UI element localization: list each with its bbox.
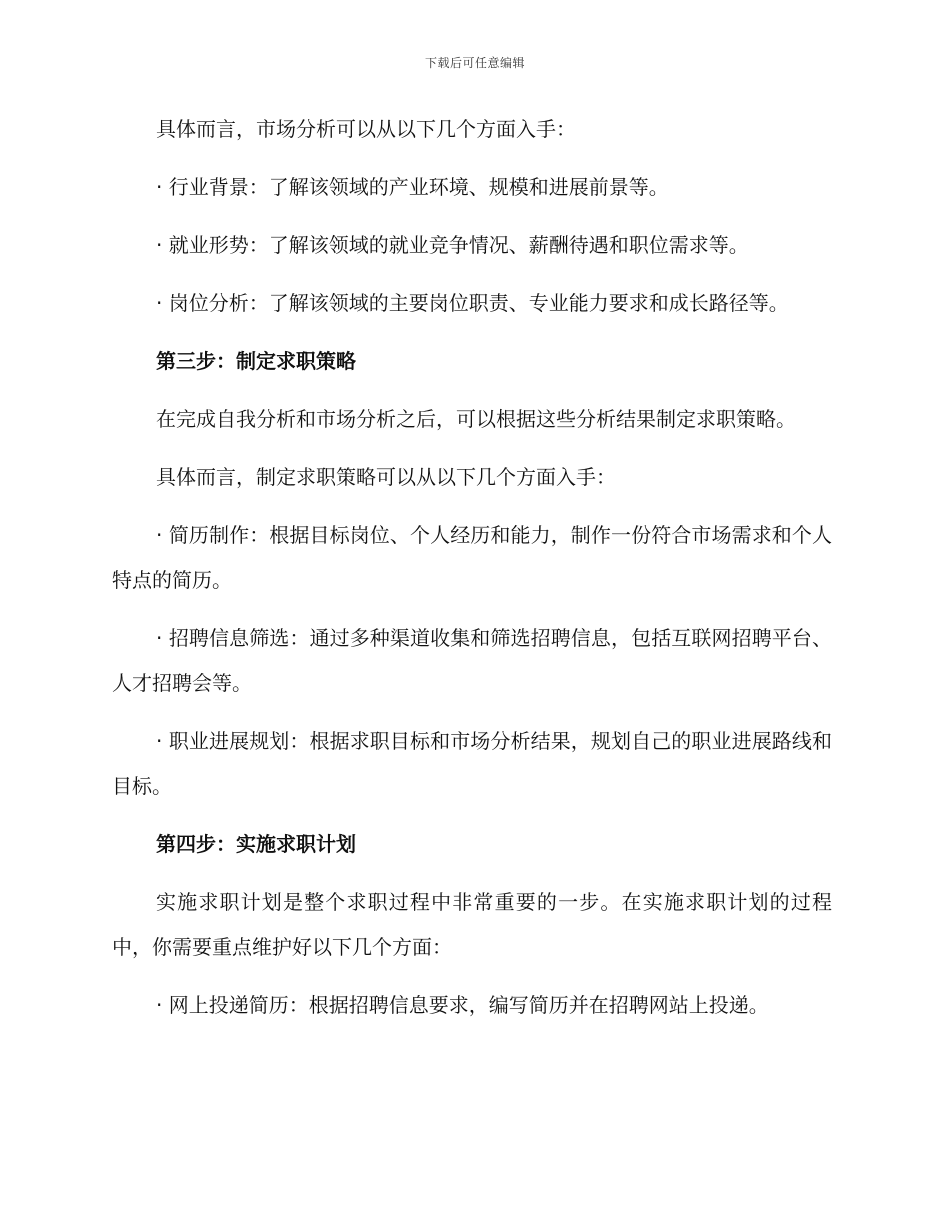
paragraph: 实施求职计划是整个求职过程中非常重要的一步。在实施求职计划的过程中，你需要重点维护好以下几个方面： xyxy=(112,890,832,959)
bullet-job-info-screening: · 招聘信息筛选：通过多种渠道收集和筛选招聘信息，包括互联网招聘平台、人才招聘会等。 xyxy=(112,626,832,695)
paragraph: 具体而言，制定求职策略可以从以下几个方面入手： xyxy=(156,465,616,489)
bullet-career-planning: · 职业进展规划：根据求职目标和市场分析结果，规划自己的职业进展路线和目标。 xyxy=(112,729,832,798)
bullet-online-resume-submission: · 网上投递简历：根据招聘信息要求，编写简历并在招聘网站上投递。 xyxy=(156,993,769,1017)
paragraph: 具体而言，市场分析可以从以下几个方面入手： xyxy=(156,117,576,141)
bullet-employment-situation: · 就业形势：了解该领域的就业竞争情况、薪酬待遇和职位需求等。 xyxy=(156,233,749,257)
section-heading-step-three: 第三步：制定求职策略 xyxy=(156,349,356,373)
section-heading-step-four: 第四步：实施求职计划 xyxy=(156,832,356,856)
bullet-resume-making: · 简历制作：根据目标岗位、个人经历和能力，制作一份符合市场需求和个人特点的简历。 xyxy=(112,523,832,592)
paragraph: 在完成自我分析和市场分析之后，可以根据这些分析结果制定求职策略。 xyxy=(156,407,796,431)
bullet-position-analysis: · 岗位分析：了解该领域的主要岗位职责、专业能力要求和成长路径等。 xyxy=(156,291,789,315)
document-body xyxy=(112,107,832,1041)
bullet-industry-background: · 行业背景：了解该领域的产业环境、规模和进展前景等。 xyxy=(156,175,669,199)
header-note: 下载后可任意编辑 xyxy=(424,56,525,70)
